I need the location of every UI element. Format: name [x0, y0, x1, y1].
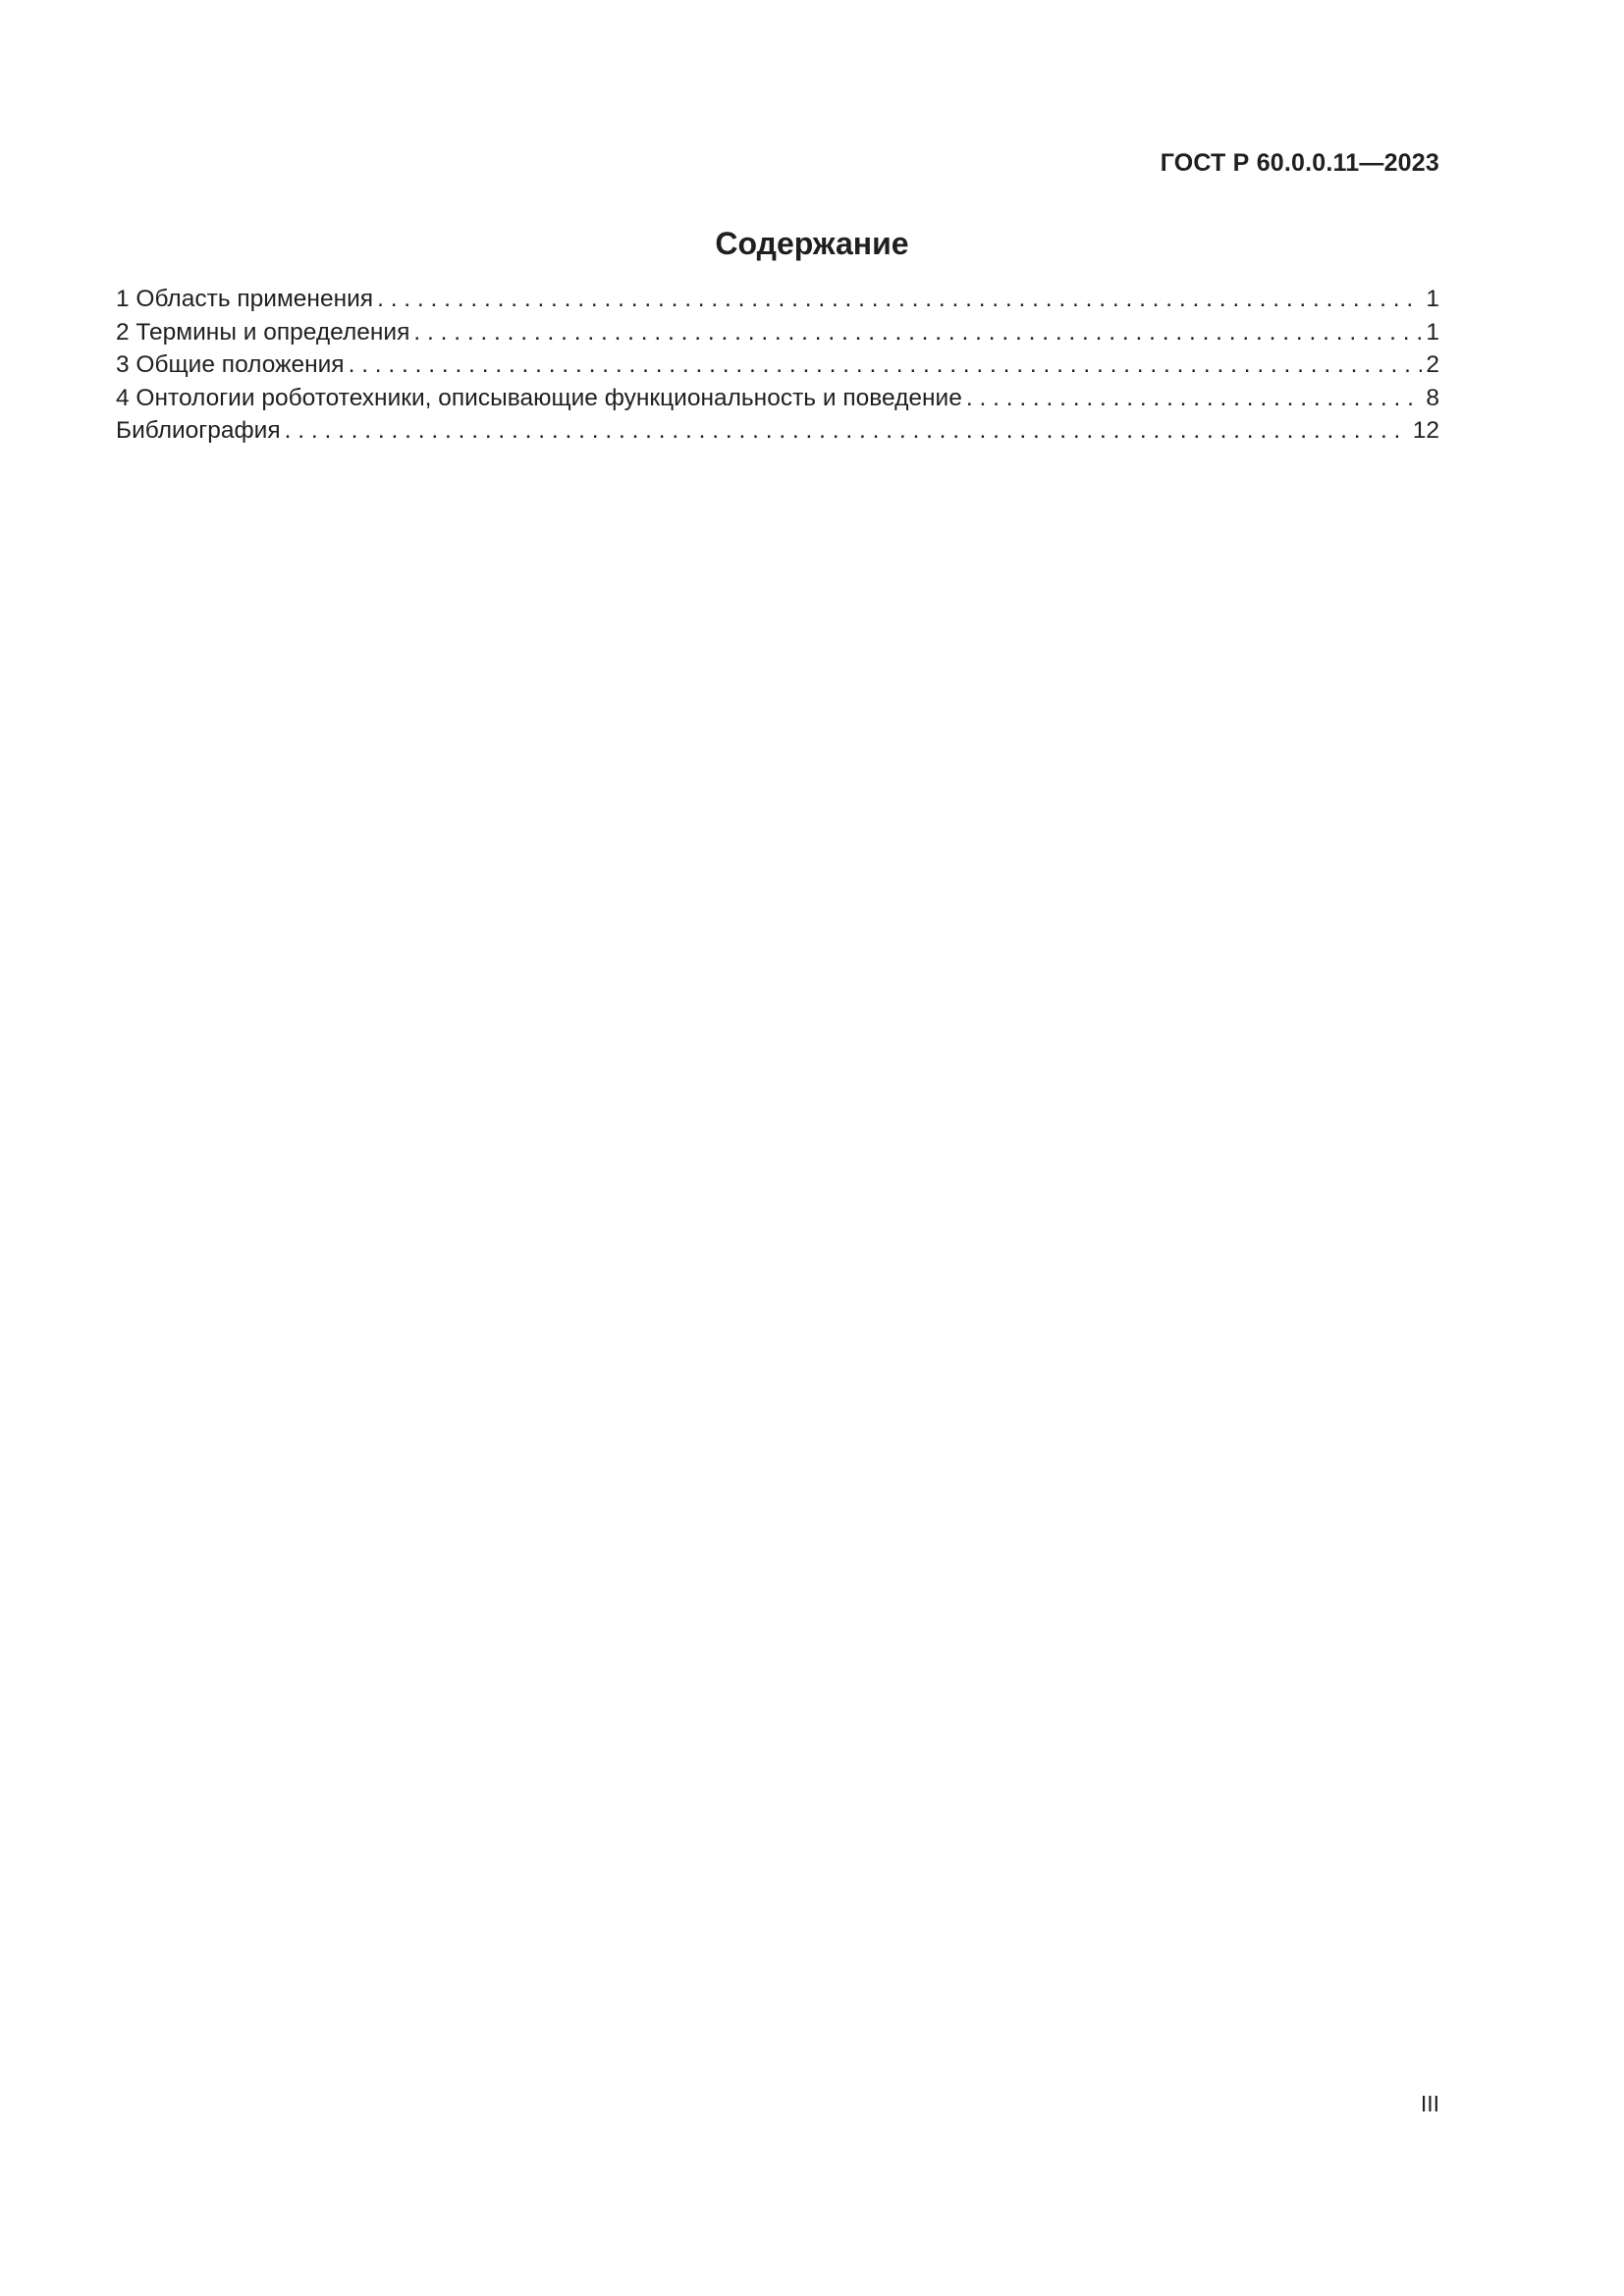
dot-leader — [966, 385, 1423, 412]
dot-leader — [285, 417, 1409, 445]
toc-entry-page: 8 — [1426, 384, 1439, 411]
document-id: ГОСТ Р 60.0.0.11—2023 — [1160, 149, 1439, 177]
toc-entry-page: 2 — [1426, 351, 1439, 378]
page-number: III — [1420, 2091, 1439, 2116]
toc-entry-page: 12 — [1412, 417, 1439, 444]
dot-leader — [413, 319, 1422, 347]
toc-entry-label: 1 Область применения — [116, 286, 374, 312]
toc-entry-label: 2 Термины и определения — [116, 318, 410, 346]
toc-entry-page: 1 — [1426, 286, 1439, 312]
toc-entry-bibliography[interactable] — [116, 417, 1439, 451]
toc-entry-label: 4 Онтологии робототехники, описывающие функциональность и поведение — [116, 384, 962, 411]
table-of-contents — [116, 286, 1439, 451]
toc-entry-scope[interactable] — [116, 286, 1439, 319]
toc-entry-terms[interactable] — [116, 319, 1439, 352]
toc-entry-label: 3 Общие положения — [116, 351, 345, 378]
toc-entry-label: Библиография — [116, 417, 281, 444]
dot-leader — [377, 286, 1422, 313]
page-title: Содержание — [715, 226, 909, 261]
toc-entry-ontologies[interactable] — [116, 385, 1439, 418]
toc-entry-general[interactable] — [116, 351, 1439, 385]
dot-leader — [349, 351, 1423, 379]
toc-entry-page: 1 — [1426, 318, 1439, 346]
